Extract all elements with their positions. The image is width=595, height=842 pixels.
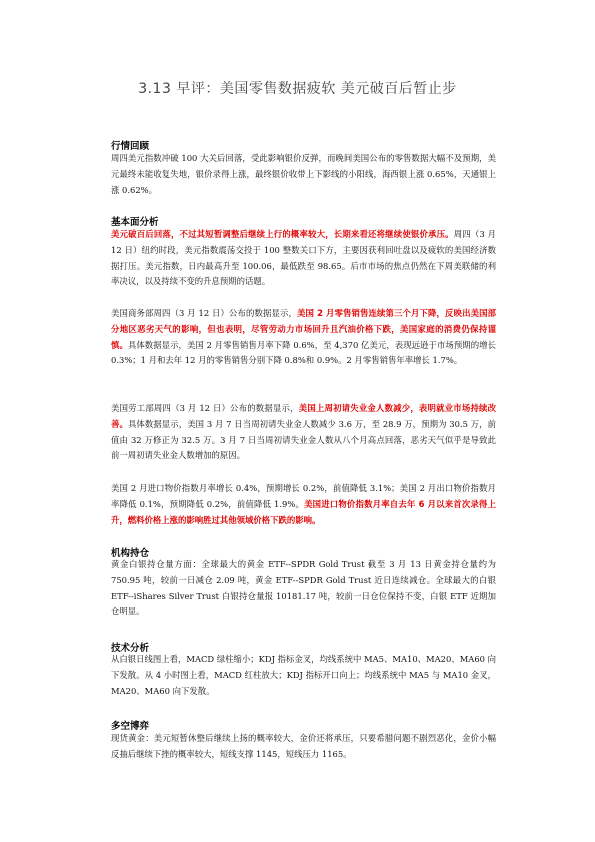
text-run: 从白银日线图上看，MACD 绿柱缩小；KDJ 指标金叉，均线系统中 MA5、MA10、MA20、MA60 向下发散。从 4 小时图上看，MACD 红柱放大；KDJ 指标开口向上；均线系统中 MA5 与 MA10 金叉，MA20、MA60 向下发散。 <box>111 654 497 696</box>
section-heading-institutional-holdings: 机构持仓 <box>111 548 150 559</box>
text-run: 具体数据显示，美国 2 月零售销售月率下降 0.6%，至 4,370 亿美元，表现远逊于市场预期的增长 0.3%；1 月和去年 12 月的零售销售分别下降 0.8%和 0.9%。2 月零售销售年率增长 1.7%。 <box>111 339 497 366</box>
paragraph-technical-analysis <box>111 652 496 699</box>
text-run: 美国 2 月进口物价指数月率增长 0.4%，预期增长 0.2%，前值降低 3.1%；美国 2 月出口物价指数月率降低 0.1%，预期降低 0.2%，前值降低 1.9%。 <box>111 483 496 509</box>
text-run: 美国商务部周四（3 月 12 日）公布的数据显示， <box>111 308 298 318</box>
paragraph-market-review <box>111 151 496 198</box>
text-run: 周四美元指数冲破 100 大关后回落，受此影响银价反弹，而晚间美国公布的零售数据大幅不及预期，美元最终未能收复失地，银价录得上涨，最终银价收带上下影线的小阳线，海西银上涨 0.65%，天通银上涨 0.62%。 <box>111 153 496 195</box>
text-run: 周四（3 月 12 日）纽约时段，美元指数震荡交投于 100 整数关口下方，主要因获利回吐盘以及疲软的美国经济数据打压。美元指数，日内最高升至 100.06，最低跌至 98.65。后市市场的焦点仍然在下周美联储的利率决议，以及持续不变的升息预期的话题。 <box>111 229 496 287</box>
paragraph-institutional-holdings <box>111 557 496 620</box>
paragraph-fundamentals-2 <box>111 306 496 369</box>
text-run: 美国劳工部周四（3 月 12 日）公布的数据显示， <box>111 403 299 413</box>
section-heading-market-review: 行情回顾 <box>111 141 150 152</box>
text-run: 黄金白银持仓量方面：全球最大的黄金 ETF--SPDR Gold Trust 截至 3 月 13 日黄金持仓量约为 750.95 吨，较前一日减仓 2.09 吨，黄金 ETF--SPDR Gold Trust 近日连续减仓。全球最大的白银 ETF--iShares Silver Trust 白银持仓量报 10181.17 吨，较前一日仓位保持不变，白银 ETF 近期加仓明显。 <box>111 559 496 617</box>
highlight-text: 美国上周初请失业金人数减少，表明就业市场持续改善。 <box>111 403 496 429</box>
text-run: 具体数据显示，美国 3 月 7 日当周初请失业金人数减少 3.6 万，至 28.9 万，预期为 30.5 万，前值由 32 万修正为 32.5 万。3 月 7 日当周初请失业金人数从八个月高点回落，恶劣天气似乎是导致此前一周初请失业金人数增加的原因。 <box>111 418 497 461</box>
page-title: 3.13 早评：美国零售数据疲软 美元破百后暂止步 <box>138 81 457 97</box>
section-heading-fundamentals: 基本面分析 <box>111 217 159 228</box>
paragraph-fundamentals-4 <box>111 481 496 528</box>
section-heading-technical-analysis: 技术分析 <box>111 643 150 654</box>
paragraph-fundamentals-3 <box>111 401 496 464</box>
highlight-text: 美国进口物价指数月率自去年 6 月以来首次录得上升，燃料价格上涨的影响胜过其他领域价格下跌的影响。 <box>111 498 496 525</box>
highlight-text: 美国 2 月零售销售连续第三个月下降，反映出美国部分地区恶劣天气的影响，但也表明，尽管劳动力市场回升且汽油价格下跌，美国家庭的消费仍保持谨慎。 <box>111 308 496 350</box>
text-run: 现货黄金：美元短暂休整后继续上扬的概率较大，金价还将承压，只要希腊问题不剧烈恶化，金价小幅反抽后继续下挫的概率较大，短线支撑 1145，短线压力 1165。 <box>111 733 496 759</box>
highlight-text: 美元破百后回落，不过其短暂调整后继续上行的概率较大，长期来看还将继续使银价承压。 <box>111 229 454 239</box>
paragraph-fundamentals-1 <box>111 227 496 290</box>
paragraph-bull-bear <box>111 731 496 763</box>
section-heading-bull-bear: 多空博弈 <box>111 721 150 732</box>
